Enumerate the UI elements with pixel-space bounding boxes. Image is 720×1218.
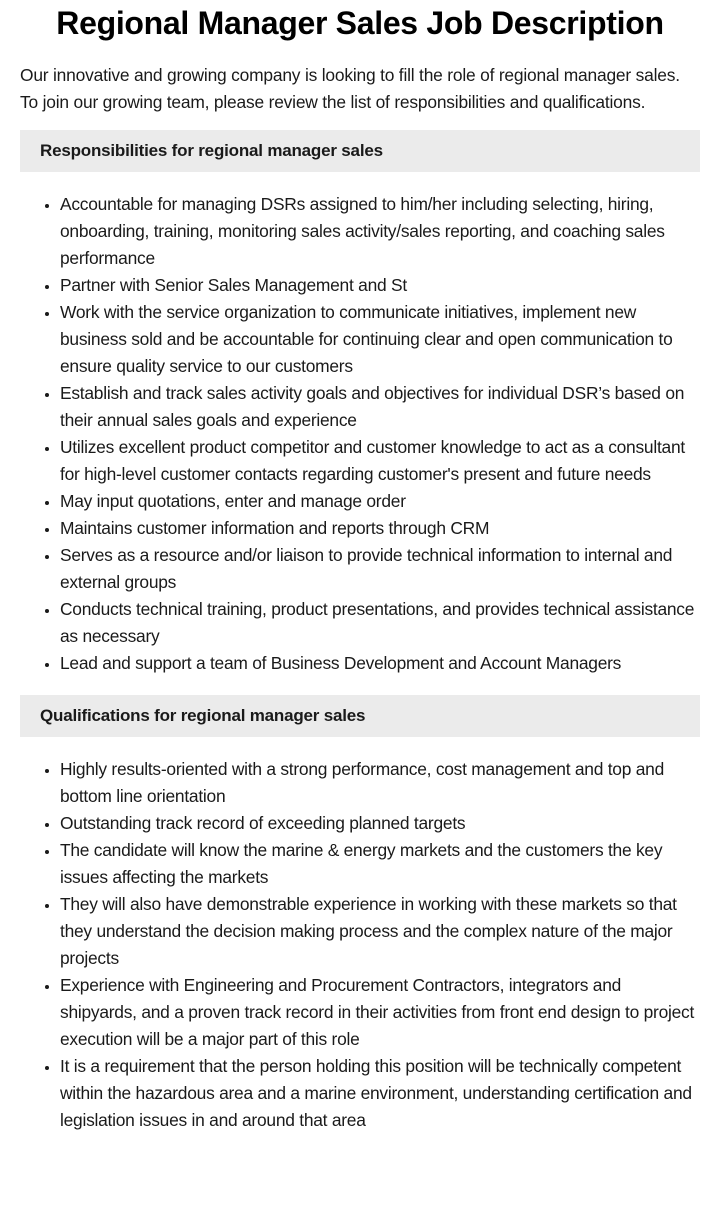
list-item: • Lead and support a team of Business Development and Account Managers	[60, 650, 700, 677]
list-item: • Accountable for managing DSRs assigned to him/her including selecting, hiring, onboarding, training, monitoring sales activity/sales reporting, and coaching sales performance	[60, 191, 700, 272]
list-item: • Maintains customer information and reports through CRM	[60, 515, 700, 542]
list-item: • Outstanding track record of exceeding planned targets	[60, 810, 700, 837]
responsibilities-heading: Responsibilities for regional manager sales	[20, 130, 700, 172]
intro-paragraph: Our innovative and growing company is looking to fill the role of regional manager sales. To join our growing team, please review the list of responsibilities and qualifications.	[20, 65, 680, 112]
list-item: • Highly results-oriented with a strong performance, cost management and top and bottom line orientation	[60, 756, 700, 810]
list-item: • Serves as a resource and/or liaison to provide technical information to internal and external groups	[60, 542, 700, 596]
qualifications-heading: Qualifications for regional manager sales	[20, 695, 700, 737]
list-item: • Utilizes excellent product competitor and customer knowledge to act as a consultant for high-level customer contacts regarding customer's present and future needs	[60, 434, 700, 488]
qualifications-list	[20, 756, 700, 1134]
list-item: • Establish and track sales activity goals and objectives for individual DSR’s based on their annual sales goals and experience	[60, 380, 700, 434]
list-item: • Experience with Engineering and Procurement Contractors, integrators and shipyards, and a proven track record in their activities from front end design to project execution will be a major part of this role	[60, 972, 700, 1053]
list-item: • It is a requirement that the person holding this position will be technically competent within the hazardous area and a marine environment, understanding certification and legislation issues in and around that area	[60, 1053, 700, 1134]
list-item: • Conducts technical training, product presentations, and provides technical assistance as necessary	[60, 596, 700, 650]
responsibilities-list	[20, 191, 700, 677]
list-item: • Work with the service organization to communicate initiatives, implement new business sold and be accountable for continuing clear and open communication to ensure quality service to our customers	[60, 299, 700, 380]
list-item: • May input quotations, enter and manage order	[60, 488, 700, 515]
list-item: • They will also have demonstrable experience in working with these markets so that they understand the decision making process and the complex nature of the major projects	[60, 891, 700, 972]
list-item: • The candidate will know the marine & energy markets and the customers the key issues affecting the markets	[60, 837, 700, 891]
list-item: • Partner with Senior Sales Management and St	[60, 272, 700, 299]
page-title: Regional Manager Sales Job Description	[56, 5, 664, 41]
